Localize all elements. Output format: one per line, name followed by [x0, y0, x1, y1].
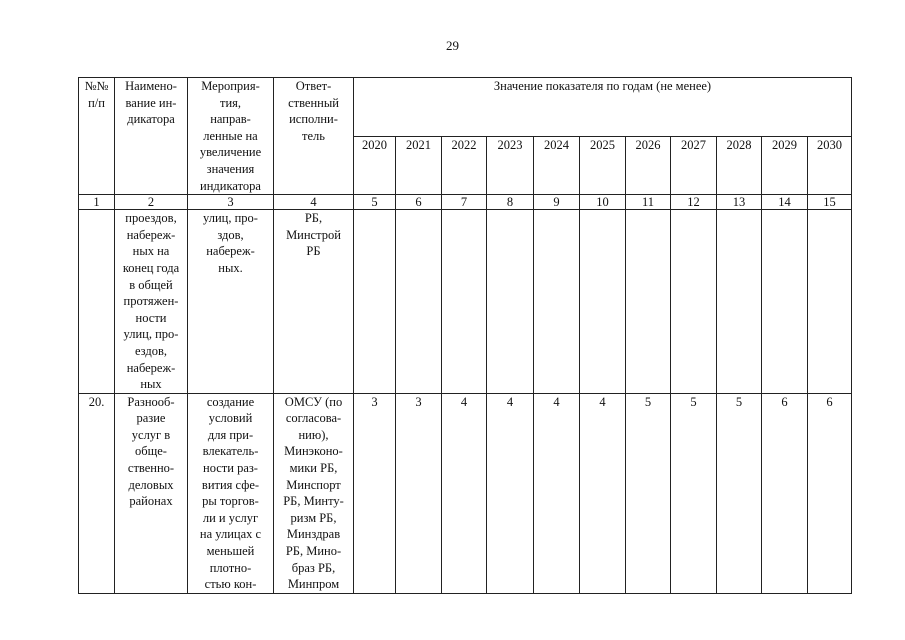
text-line: услуг в [131, 427, 171, 442]
text-line: улиц, про- [123, 327, 179, 342]
text-line: стью кон- [204, 577, 257, 592]
header-year-6: 2025 [580, 136, 626, 195]
column-number-1: 1 [79, 195, 115, 210]
text-line: влекатель- [202, 444, 259, 459]
text-line: конец года [122, 260, 180, 275]
header-year-5: 2024 [534, 136, 580, 195]
cell-value-8 [671, 210, 717, 394]
header-year-2: 2021 [396, 136, 442, 195]
column-number-7: 7 [442, 195, 487, 210]
text-line: набереж- [126, 227, 176, 242]
text-line: ности [135, 310, 167, 325]
cell-num: 20. [79, 393, 115, 593]
text-line: ленные на [203, 128, 258, 143]
text-line: увеличение [199, 145, 262, 160]
cell-value-4 [487, 210, 534, 394]
text-line: ных [140, 377, 162, 392]
text-line: здов, [217, 227, 244, 242]
text-line: Минздрав [286, 527, 341, 542]
cell-value-5 [534, 210, 580, 394]
column-number-2: 2 [115, 195, 188, 210]
cell-value-10: 6 [762, 393, 808, 593]
text-line: обще- [135, 444, 167, 459]
text-line: РБ, Мино- [285, 544, 342, 559]
text-line: Ответ- [295, 79, 332, 93]
cell-value-5: 4 [534, 393, 580, 593]
cell-num [79, 210, 115, 394]
text-line: вития сфе- [201, 477, 260, 492]
header-num [79, 78, 115, 195]
column-number-11: 11 [626, 195, 671, 210]
text-line: Минстрой [286, 227, 341, 242]
cell-value-2: 3 [396, 393, 442, 593]
text-line: РБ, [304, 211, 323, 226]
cell-value-3 [442, 210, 487, 394]
column-number-10: 10 [580, 195, 626, 210]
text-line: ных на [132, 244, 170, 259]
column-number-6: 6 [396, 195, 442, 210]
cell-executor [274, 210, 354, 394]
text-line: ности раз- [203, 461, 258, 476]
text-line: ли и услуг [202, 510, 259, 525]
text-line: мики РБ, [289, 461, 338, 476]
text-line: РБ [306, 244, 321, 259]
text-line: набереж- [126, 360, 176, 375]
header-year-7: 2026 [626, 136, 671, 195]
text-line: протяжен- [123, 294, 179, 309]
text-line: набереж- [206, 244, 255, 259]
header-year-4: 2023 [487, 136, 534, 195]
column-number-12: 12 [671, 195, 717, 210]
text-line: ризм РБ, [290, 510, 337, 525]
text-line: Мероприя- [201, 79, 260, 93]
text-line: исполни- [289, 112, 338, 127]
cell-value-6 [580, 210, 626, 394]
header-row-1 [79, 78, 852, 137]
cell-value-2 [396, 210, 442, 394]
cell-executor [274, 393, 354, 593]
cell-value-4: 4 [487, 393, 534, 593]
table-row-20 [79, 393, 852, 593]
text-line: ственный [288, 95, 339, 110]
column-number-9: 9 [534, 195, 580, 210]
column-number-4: 4 [274, 195, 354, 210]
cell-value-7: 5 [626, 393, 671, 593]
column-number-14: 14 [762, 195, 808, 210]
cell-value-6: 4 [580, 393, 626, 593]
column-number-3: 3 [188, 195, 274, 210]
header-executor [274, 78, 354, 195]
header-name [115, 78, 188, 195]
table-row-continuation [79, 210, 852, 394]
text-line: районах [129, 494, 173, 509]
text-line: индикатора [200, 178, 261, 193]
header-year-1: 2020 [354, 136, 396, 195]
cell-value-7 [626, 210, 671, 394]
header-year-10: 2029 [762, 136, 808, 195]
text-line: для при- [207, 427, 254, 442]
text-line: ездов, [134, 343, 168, 358]
text-line: плотно- [209, 560, 252, 575]
cell-value-11 [808, 210, 852, 394]
column-number-8: 8 [487, 195, 534, 210]
text-line: ОМСУ (по [284, 394, 343, 409]
text-line: РБ, Минту- [283, 494, 344, 509]
text-line: разие [136, 411, 166, 426]
header-year-9: 2028 [717, 136, 762, 195]
text-line: №№ [84, 79, 109, 93]
text-line: тия, [219, 95, 242, 110]
cell-indicator-name [115, 210, 188, 394]
header-year-11: 2030 [808, 136, 852, 195]
cell-value-10 [762, 210, 808, 394]
text-line: создание [206, 394, 255, 409]
cell-value-3: 4 [442, 393, 487, 593]
text-line: вание ин- [125, 95, 177, 110]
column-number-5: 5 [354, 195, 396, 210]
column-number-15: 15 [808, 195, 852, 210]
text-line: Минэконо- [284, 444, 343, 459]
text-line: браз РБ, [291, 560, 336, 575]
text-line: ры торгов- [202, 494, 259, 509]
text-line: деловых [128, 477, 174, 492]
cell-measures [188, 393, 274, 593]
text-line: Минспорт [286, 477, 341, 492]
text-line: меньшей [206, 544, 255, 559]
text-line: значения [206, 161, 255, 176]
cell-value-9 [717, 210, 762, 394]
header-years-group: Значение показателя по годам (не менее) [354, 78, 852, 137]
text-line: в общей [129, 277, 173, 292]
text-line: Наимено- [125, 79, 177, 93]
header-year-8: 2027 [671, 136, 717, 195]
cell-value-11: 6 [808, 393, 852, 593]
text-line: на улицах с [199, 527, 262, 542]
text-line: условий [208, 411, 253, 426]
cell-value-1: 3 [354, 393, 396, 593]
text-line: дикатора [127, 112, 175, 127]
column-number-row [79, 195, 852, 210]
text-line: направ- [210, 112, 251, 127]
text-line: тель [302, 128, 325, 143]
text-line: Минпром [287, 577, 340, 592]
text-line: согласова- [285, 411, 342, 426]
header-year-3: 2022 [442, 136, 487, 195]
cell-value-9: 5 [717, 393, 762, 593]
text-line: ных. [218, 260, 243, 275]
text-line: ственно- [127, 461, 175, 476]
cell-value-8: 5 [671, 393, 717, 593]
text-line: Разнооб- [127, 394, 175, 409]
text-line: нию), [298, 427, 329, 442]
text-line: п/п [88, 95, 105, 110]
header-measures [188, 78, 274, 195]
cell-measures [188, 210, 274, 394]
cell-value-1 [354, 210, 396, 394]
text-line: проездов, [125, 211, 177, 226]
cell-indicator-name [115, 393, 188, 593]
column-number-13: 13 [717, 195, 762, 210]
text-line: улиц, про- [203, 211, 258, 226]
page-number: 29 [446, 38, 459, 53]
indicator-table [78, 77, 852, 594]
